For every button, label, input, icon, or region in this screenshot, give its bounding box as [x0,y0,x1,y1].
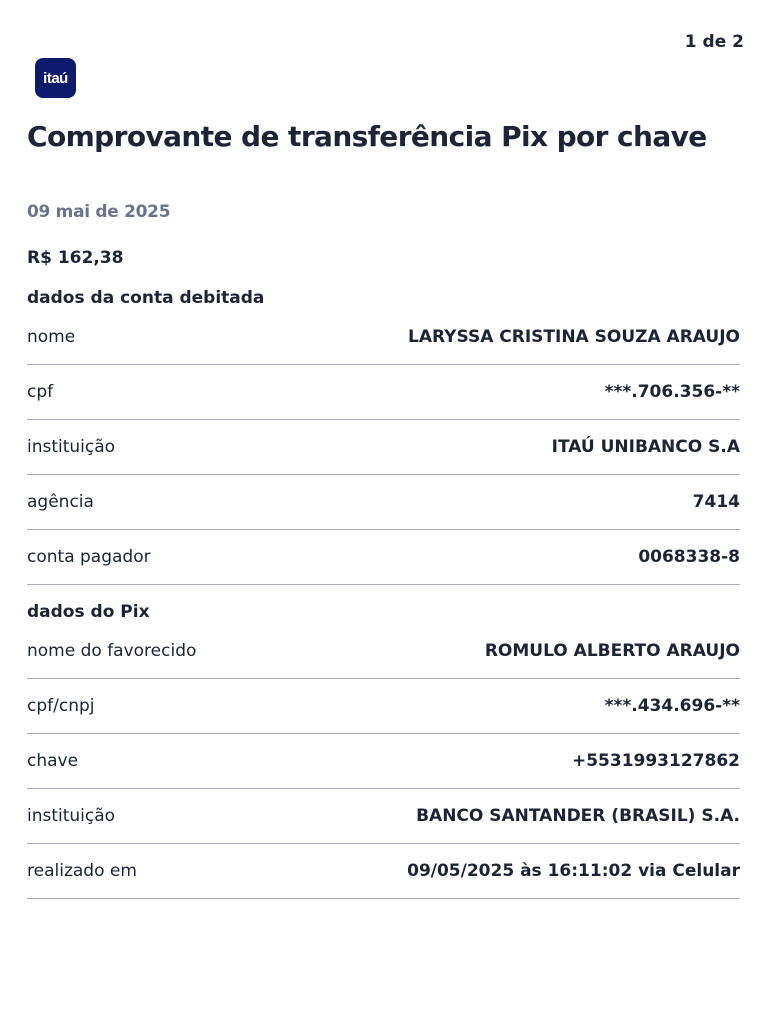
logo-text: itaú [43,69,68,87]
detail-row [27,420,740,475]
row-label: realizado em [27,861,137,881]
detail-row [27,734,740,789]
detail-row [27,365,740,420]
row-value: +5531993127862 [571,751,740,771]
detail-row [27,530,740,585]
detail-row [27,679,740,734]
row-value: ROMULO ALBERTO ARAUJO [484,641,740,661]
transfer-date: 09 mai de 2025 [27,202,171,222]
row-value: 7414 [692,492,740,512]
row-label: instituição [27,437,116,457]
row-value: ***.706.356-** [604,382,740,402]
itau-logo [35,58,76,98]
row-value: BANCO SANTANDER (BRASIL) S.A. [416,806,740,826]
row-label: agência [27,492,94,512]
pix-details-section [27,600,740,899]
section-title: dados da conta debitada [27,288,265,308]
row-value: ITAÚ UNIBANCO S.A [551,437,740,457]
row-label: cpf/cnpj [27,696,95,716]
detail-row [27,475,740,530]
detail-row [27,310,740,365]
row-label: nome do favorecido [27,641,197,661]
row-value: 09/05/2025 às 16:11:02 via Celular [407,861,740,881]
page-title: Comprovante de transferência Pix por chave [27,120,707,153]
transfer-amount: R$ 162,38 [27,248,124,268]
row-value: ***.434.696-** [604,696,740,716]
row-label: conta pagador [27,547,151,567]
row-label: cpf [27,382,54,402]
row-label: chave [27,751,79,771]
debit-account-section [27,286,740,585]
detail-row [27,789,740,844]
row-label: instituição [27,806,116,826]
row-value: 0068338-8 [638,547,740,567]
row-label: nome [27,327,76,347]
section-title: dados do Pix [27,602,150,622]
row-value: LARYSSA CRISTINA SOUZA ARAUJO [408,327,740,347]
detail-row [27,624,740,679]
page-counter: 1 de 2 [684,32,744,52]
detail-row [27,844,740,899]
